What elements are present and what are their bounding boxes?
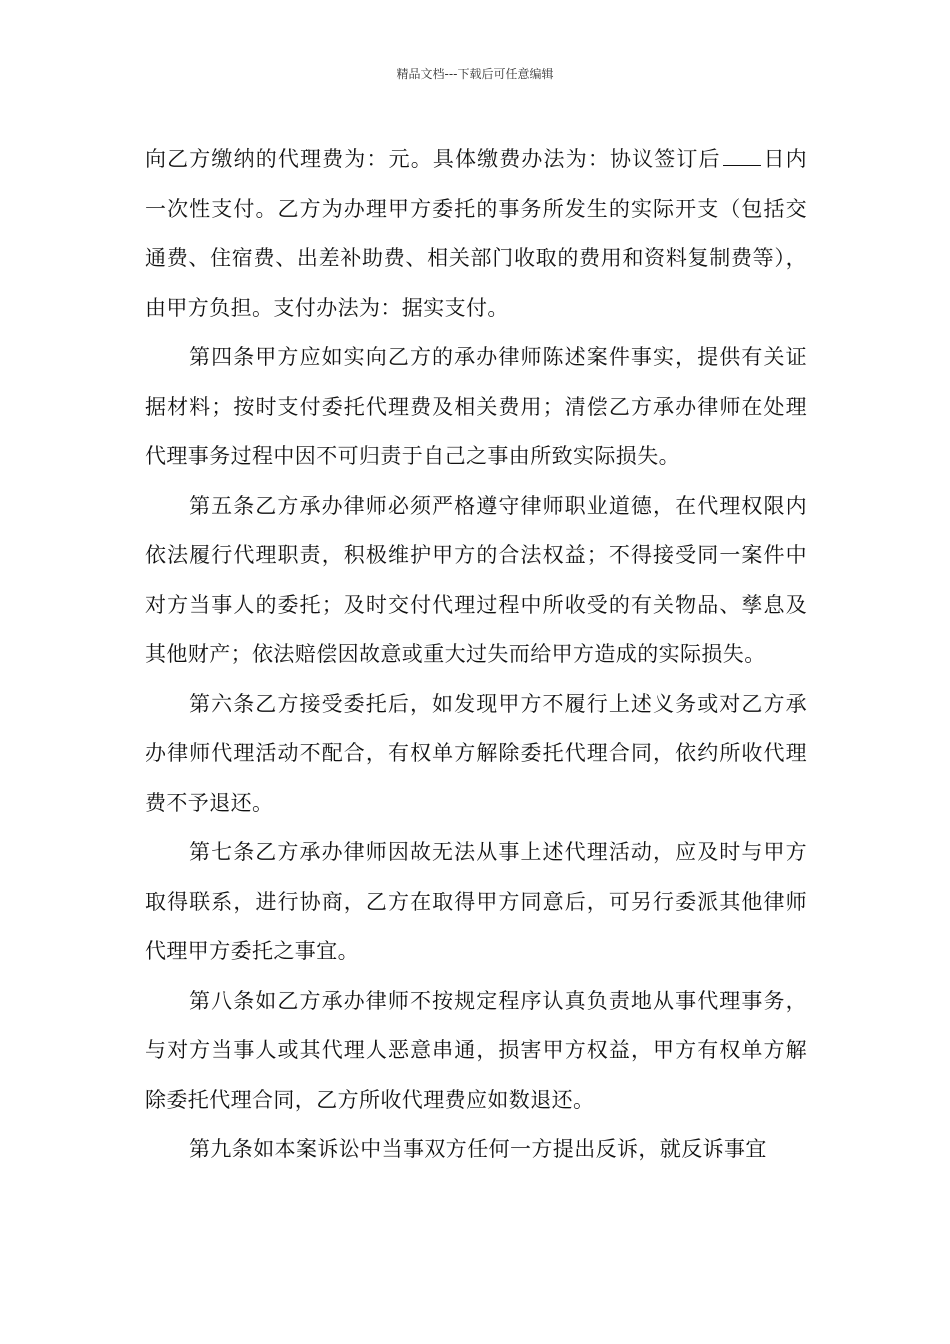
page-header: 精品文档---下载后可任意编辑 xyxy=(396,67,554,81)
blank-line xyxy=(723,147,761,166)
paragraph-text: 向乙方缴纳的代理费为：元。具体缴费办法为：协议签订后 xyxy=(145,147,721,171)
paragraph-article-6: 第六条乙方接受委托后，如发现甲方不履行上述义务或对乙方承办律师代理活动不配合，有权单方解除委托代理合同，依约所收代理费不予退还。 xyxy=(145,691,807,815)
document-body xyxy=(145,135,807,1175)
paragraph-article-8: 第八条如乙方承办律师不按规定程序认真负责地从事代理事务，与对方当事人或其代理人恶意串通，损害甲方权益，甲方有权单方解除委托代理合同，乙方所收代理费应如数退还。 xyxy=(145,988,807,1112)
paragraph-article-9: 第九条如本案诉讼中当事双方任何一方提出反诉，就反诉事宜 xyxy=(189,1137,767,1161)
paragraph-article-5: 第五条乙方承办律师必须严格遵守律师职业道德，在代理权限内依法履行代理职责，积极维护甲方的合法权益；不得接受同一案件中对方当事人的委托；及时交付代理过程中所收受的有关物品、孳息及其他财产；依法赔偿因故意或重大过失而给甲方造成的实际损失。 xyxy=(145,493,807,666)
paragraph-article-7: 第七条乙方承办律师因故无法从事上述代理活动，应及时与甲方取得联系，进行协商，乙方在取得甲方同意后，可另行委派其他律师代理甲方委托之事宜。 xyxy=(145,840,807,963)
paragraph-text: 日内一次性支付。乙方为办理甲方委托的事务所发生的实际开支（包括交通费、住宿费、出差补助费、相关部门收取的费用和资料复制费等），由甲方负担。支付办法为：据实支付。 xyxy=(145,147,807,320)
paragraph-article-4: 第四条甲方应如实向乙方的承办律师陈述案件事实，提供有关证据材料；按时支付委托代理费及相关费用；清偿乙方承办律师在处理代理事务过程中因不可归责于自己之事由所致实际损失。 xyxy=(145,345,807,468)
paragraph-fee-payment xyxy=(145,135,807,333)
